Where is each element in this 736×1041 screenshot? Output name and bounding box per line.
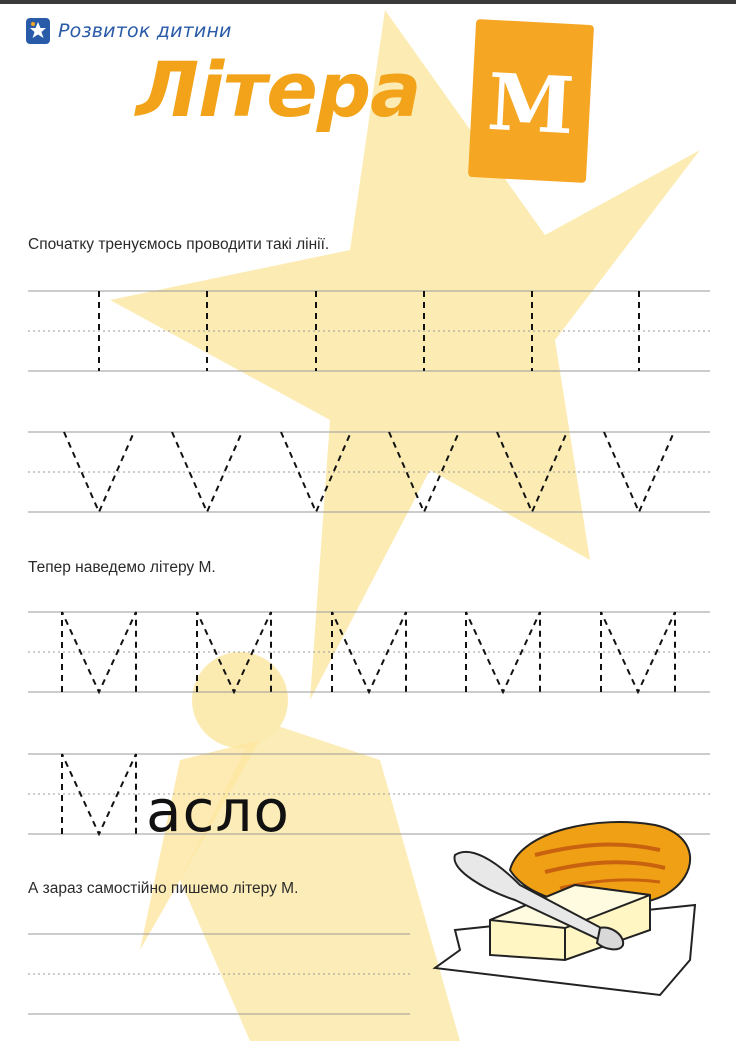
instruction-lines: Спочатку тренуємось проводити такі лінії. <box>28 236 330 253</box>
trace-v-stroke <box>281 432 351 512</box>
trace-v-stroke <box>497 432 567 512</box>
trace-v-stroke <box>172 432 242 512</box>
letter-badge-text: М <box>485 56 577 153</box>
bread-butter-illustration <box>425 810 720 1000</box>
instruction-write-letter: А зараз самостійно пишемо літеру М. <box>28 880 299 897</box>
instruction-trace-letter: Тепер наведемо літеру М. <box>28 559 216 576</box>
page-title: Літера <box>136 45 421 134</box>
word-remainder: асло <box>146 777 290 845</box>
brand-name: Розвиток дитини <box>58 20 232 42</box>
